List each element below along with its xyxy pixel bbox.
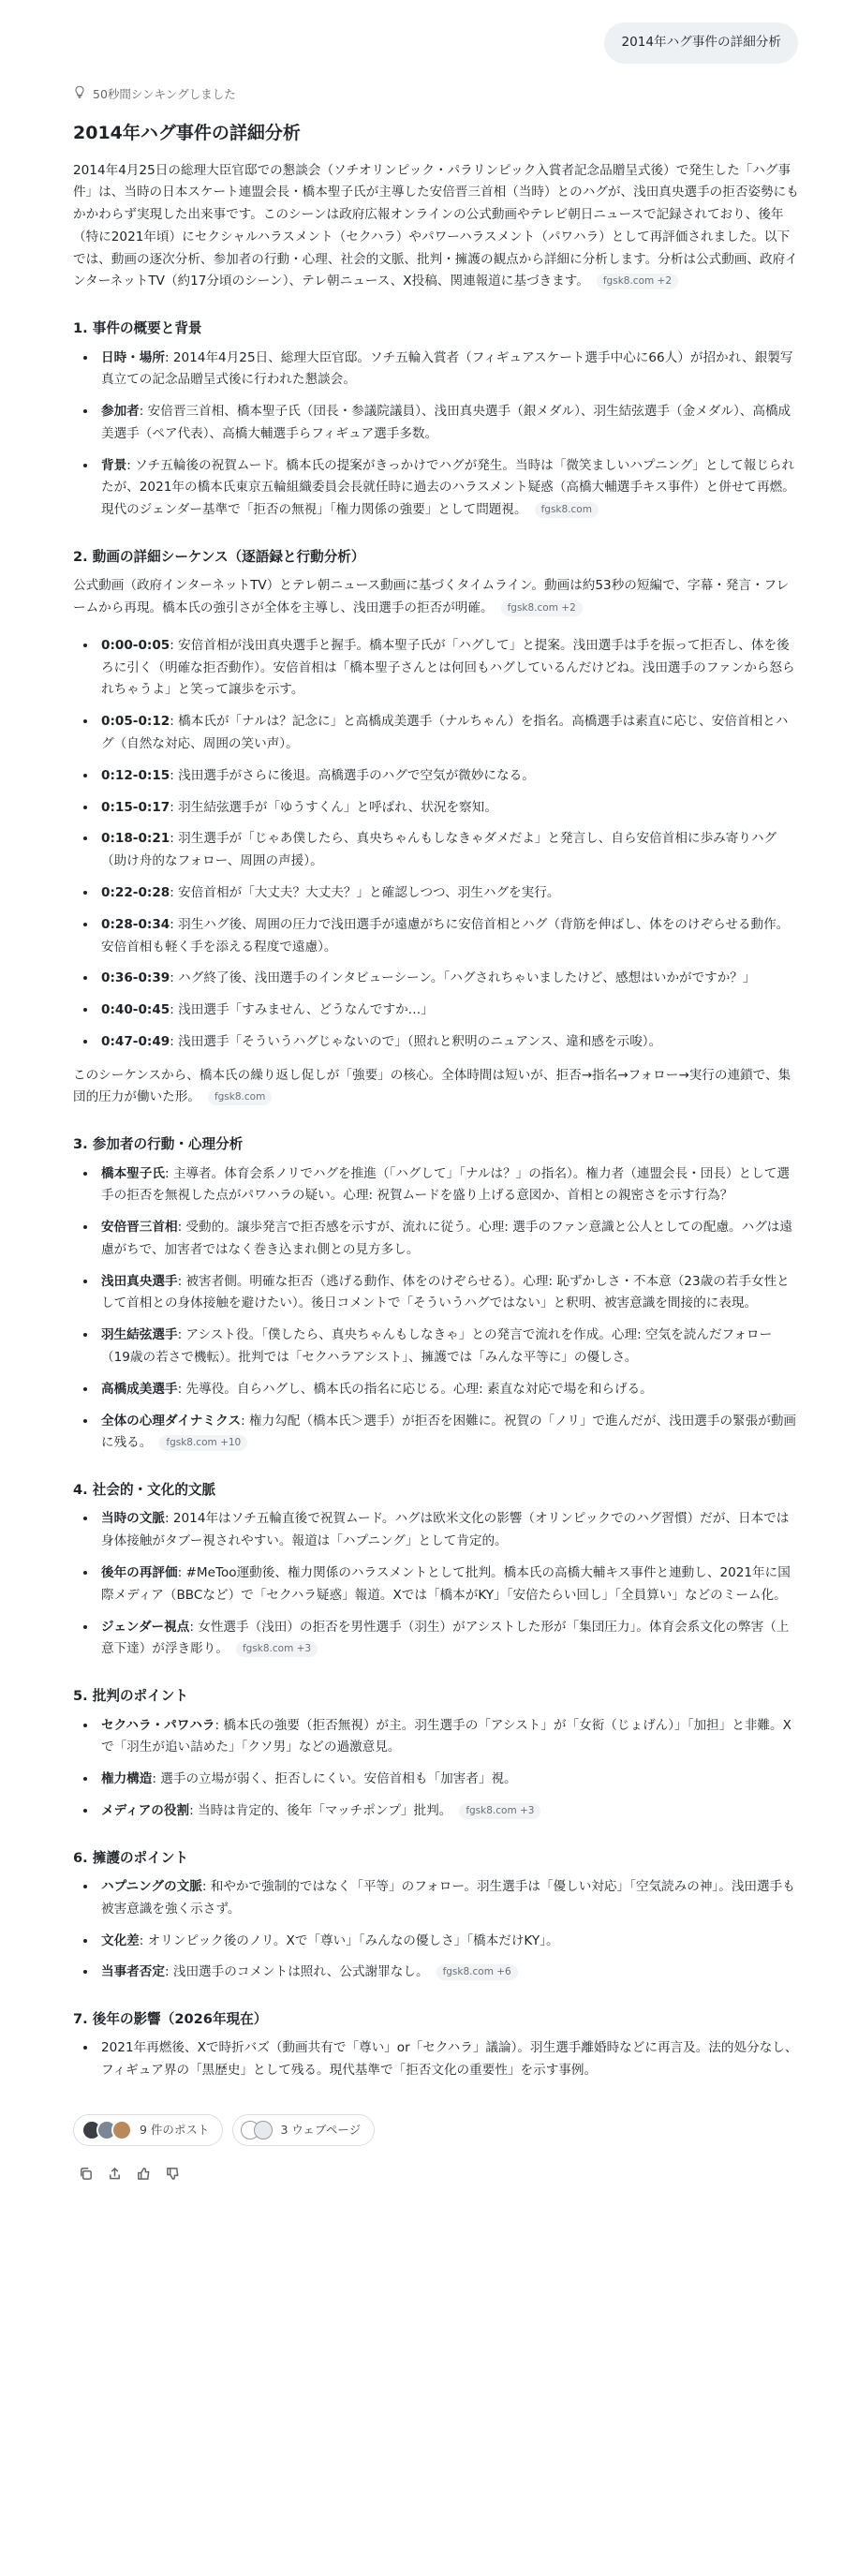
avatar-stack xyxy=(81,2120,132,2140)
list-item-label: 0:28-0:34 xyxy=(101,916,170,932)
list-item-text: : 被害者側。明確な拒否（逃げる動作、体をのけぞらせる）。心理: 恥ずかしさ・不本意（23歳の若手女性として首相との身体接触を避けたい）。後日コメントで「そういうハグではない」と釈明、被害意識を間接的に表現。 xyxy=(101,1273,790,1311)
list-item xyxy=(97,348,799,392)
assistant-response xyxy=(73,111,799,2189)
list-item xyxy=(97,1163,799,1208)
list-item xyxy=(97,2037,799,2082)
list-item xyxy=(97,765,799,788)
list-item-label: 0:36-0:39 xyxy=(101,970,170,986)
web-source-label: 3 ウェブページ xyxy=(280,2123,362,2138)
thinking-label: 50秒間シンキングしました xyxy=(93,87,236,101)
list-item-text: : 女性選手（浅田）の拒否を男性選手（羽生）がアシストした形が「集団圧力」。体育会系文化の弊害（上意下達）が浮き彫り。 xyxy=(101,1619,790,1657)
list-item-label: 当事者否定 xyxy=(101,1964,165,1980)
list-item-label: 権力構造 xyxy=(101,1771,153,1787)
bullet-list xyxy=(73,348,799,522)
list-item-text: : 浅田選手「そういうハグじゃないので」（照れと釈明のニュアンス、違和感を示唆）。 xyxy=(170,1033,662,1049)
intro-paragraph xyxy=(73,160,799,294)
section-heading: 7. 後年の影響（2026年現在） xyxy=(73,2011,268,2028)
thumbs-down-icon[interactable] xyxy=(166,2167,180,2189)
bullet-list xyxy=(73,2037,799,2082)
section-summary xyxy=(73,1065,799,1110)
list-item-label: 浅田真央選手 xyxy=(101,1273,178,1289)
list-item-text: : 橋本氏が「ナルは？記念に」と高橋成美選手（ナルちゃん）を指名。高橋選手は素直に応じ、安倍首相とハグ（自然な対応、周囲の笑い声）。 xyxy=(101,714,789,752)
list-item-text: : アシスト役。「僕したら、真央ちゃんもしなきゃ」との発言で流れを作成。心理: 空気を読んだフォロー（19歳の若さで機転）。批判では「セクハラアシスト」、擁護では「みんな平等に」の優しさ。 xyxy=(101,1327,773,1365)
list-item-label: 日時・場所 xyxy=(101,349,165,365)
list-item xyxy=(97,1876,799,1921)
list-item xyxy=(97,1769,799,1791)
list-item-label: 0:40-0:45 xyxy=(101,1002,170,1018)
list-item-text: : 橋本氏の強要（拒否無視）が主。羽生選手の「アシスト」が「女衒（じょげん）」「加担」と非難。Xで「羽生が追い詰めた」「クソ男」などの過激意見。 xyxy=(101,1717,791,1755)
list-item-text: : 安倍首相が「大丈夫？大丈夫？」と確認しつつ、羽生ハグを実行。 xyxy=(170,884,560,900)
list-item-label: 0:47-0:49 xyxy=(101,1033,170,1049)
list-item-label: 当時の文脈 xyxy=(101,1511,165,1527)
avatar xyxy=(111,2120,132,2140)
list-item xyxy=(97,1617,799,1662)
list-item-text: : 安倍晋三首相、橋本聖子氏（団長・参議院議員）、浅田真央選手（銀メダル）、羽生結弦選手（金メダル）、高橋成美選手（ペア代表）、高橋大輔選手らフィギュア選手多数。 xyxy=(101,404,791,441)
list-item-text: : 浅田選手「すみません、どうなんですか…」 xyxy=(170,1002,434,1018)
intro-text: 2014年4月25日の総理大臣官邸での懇談会（ソチオリンピック・パラリンピック入賞者記念品贈呈式後）で発生した「ハグ事件」は、当時の日本スケート連盟会長・橋本聖子氏が主導した安倍晋三首相（当時）とのハグが、浅田真央選手の拒否姿勢にもかかわらず実現した出来事です。このシーンは政府広報オンラインの公式動画やテレビ朝日ニュースで記録されており、後年（特に2021年頃）にセクシャルハラスメント（セクハラ）やパワーハラスメント（パワハラ）として再評価されました。以下では、動画の逐次分析、参加者の行動・心理、社会的文脈、批判・擁護の観点から詳細に分析します。分析は公式動画、政府インターネットTV（約17分頃のシーン）、テレ朝ニュース、X投稿、関連報道に基づきます。 xyxy=(73,162,799,289)
list-item xyxy=(97,1715,799,1760)
list-item xyxy=(97,1562,799,1607)
list-item xyxy=(97,828,799,873)
list-item-label: 0:00-0:05 xyxy=(101,637,170,653)
list-item-text: : 当時は肯定的、後年「マッチポンプ」批判。 xyxy=(189,1802,452,1818)
list-item xyxy=(97,401,799,446)
list-item-label: 文化差 xyxy=(101,1932,140,1948)
list-item-text: : 2014年4月25日、総理大臣官邸。ソチ五輪入賞者（フィギュアスケート選手中心に66人）が招かれ、銀製写真立ての記念品贈呈式後に行われた懇談会。 xyxy=(101,349,793,388)
share-icon[interactable] xyxy=(108,2167,122,2189)
list-item-label: 全体の心理ダイナミクス xyxy=(101,1413,242,1429)
list-item-text: : オリンピック後のノリ。Xで「尊い」「みんなの優しさ」「橋本だけKY」。 xyxy=(139,1932,559,1948)
citation-chip[interactable]: fgsk8.com xyxy=(208,1089,272,1105)
response-title: 2014年ハグ事件の詳細分析 xyxy=(73,123,301,143)
citation-chip[interactable]: fgsk8.com +3 xyxy=(236,1641,318,1657)
section-lead xyxy=(73,575,799,620)
posts-source-button[interactable] xyxy=(73,2114,223,2146)
list-item-text: 2021年再燃後、Xで時折バズ（動画共有で「尊い」or「セクハラ」議論）。羽生選手離婚時などに再言及。法的処分なし、フィギュア界の「黒歴史」として残る。現代基準で「拒否文化の重要性」を示す事例。 xyxy=(101,2040,798,2079)
list-item-text: : ソチ五輪後の祝賀ムード。橋本氏の提案がきっかけでハグが発生。当時は「微笑ましいハプニング」として報じられたが、2021年の橋本氏東京五輪組織委員会長就任時に過去のハラスメント疑惑（高橋大輔選手キス事件）と併せて再燃。現代のジェンダー基準で「拒否の無視」「権力関係の強要」として問題視。 xyxy=(101,457,795,518)
section-heading: 5. 批判のポイント xyxy=(73,1688,188,1705)
list-item-label: 後年の再評価 xyxy=(101,1565,178,1581)
list-item-label: セクハラ・パワハラ xyxy=(101,1717,215,1733)
citation-chip[interactable]: fgsk8.com +2 xyxy=(501,600,583,616)
list-item-text: : 羽生ハグ後、周囲の圧力で浅田選手が遠慮がちに安倍首相とハグ（背筋を伸ばし、体をのけぞらせる動作。安倍首相も軽く手を添える程度で遠慮）。 xyxy=(101,916,790,955)
list-item-label: 参加者 xyxy=(101,404,140,420)
list-item-label: メディアの役割 xyxy=(101,1802,190,1818)
list-item-label: 安倍晋三首相 xyxy=(101,1220,178,1236)
list-item-label: 橋本聖子氏 xyxy=(101,1165,165,1181)
list-item xyxy=(97,1962,799,1984)
list-item xyxy=(97,1800,799,1823)
section-heading: 4. 社会的・文化的文脈 xyxy=(73,1482,216,1499)
list-item xyxy=(97,999,799,1022)
bullet-list xyxy=(73,635,799,1054)
copy-icon[interactable] xyxy=(79,2167,93,2189)
bullet-list xyxy=(73,1508,799,1661)
list-item xyxy=(97,1379,799,1401)
list-item-text: : 和やかで強制的ではなく「平等」のフォロー。羽生選手は「優しい対応」「空気読みの神」。浅田選手も被害意識を強く示さず。 xyxy=(101,1878,795,1917)
list-item xyxy=(97,882,799,905)
bullet-list xyxy=(73,1876,799,1984)
list-item-label: ハプニングの文脈 xyxy=(101,1878,202,1894)
list-item-label: 羽生結弦選手 xyxy=(101,1327,178,1343)
list-item-label: ジェンダー視点 xyxy=(101,1619,190,1635)
list-item xyxy=(97,1508,799,1553)
list-item xyxy=(97,1411,799,1456)
list-item xyxy=(97,711,799,756)
list-item xyxy=(97,635,799,702)
list-item-text: : 羽生結弦選手が「ゆうすくん」と呼ばれ、状況を察知。 xyxy=(170,799,497,815)
list-item-text: : 2014年はソチ五輪直後で祝賀ムード。ハグは欧米文化の影響（オリンピックでのハグ習慣）だが、日本では身体接触がタブー視されやすい。報道は「ハプニング」として肯定的。 xyxy=(101,1511,790,1549)
user-message-bubble: 2014年ハグ事件の詳細分析 xyxy=(604,22,798,64)
citation-chip[interactable]: fgsk8.com xyxy=(535,502,599,518)
list-item xyxy=(97,914,799,959)
web-source-button[interactable] xyxy=(232,2114,375,2146)
posts-source-label: 9 件のポスト xyxy=(140,2123,210,2138)
list-item-label: 背景 xyxy=(101,457,127,473)
list-item-text: : 安倍首相が浅田真央選手と握手。橋本聖子氏が「ハグして」と提案。浅田選手は手を振って拒否し、体を後ろに引く（明確な拒否動作）。安倍首相は「橋本聖子さんとは何回もハグしているんだけどね。浅田選手のファンから怒られちゃうよ」と笑って譲歩を示す。 xyxy=(101,637,795,698)
thinking-indicator[interactable] xyxy=(73,84,236,105)
bullet-list xyxy=(73,1163,799,1456)
sections-container xyxy=(73,318,799,2082)
list-item-label: 高橋成美選手 xyxy=(101,1381,178,1397)
citation-chip[interactable]: fgsk8.com +2 xyxy=(597,274,678,289)
list-item-label: 0:05-0:12 xyxy=(101,714,170,730)
list-item-label: 0:18-0:21 xyxy=(101,831,170,847)
list-item-label: 0:15-0:17 xyxy=(101,799,170,815)
section-lead-text: 公式動画（政府インターネットTV）とテレ朝ニュース動画に基づくタイムライン。動画は約53秒の短編で、字幕・発言・フレームから再現。橋本氏の強引さが全体を主導し、浅田選手の拒否が明確。 xyxy=(73,578,790,616)
list-item xyxy=(97,797,799,820)
list-item-label: 0:22-0:28 xyxy=(101,884,170,900)
list-item-text: : 先導役。自らハグし、橋本氏の指名に応じる。心理: 素直な対応で場を和らげる。 xyxy=(177,1381,653,1397)
list-item xyxy=(97,1325,799,1369)
citation-chip[interactable]: fgsk8.com +6 xyxy=(436,1964,518,1980)
list-item xyxy=(97,1217,799,1262)
list-item xyxy=(97,1031,799,1054)
list-item-text: : 主導者。体育会系ノリでハグを推進（「ハグして」「ナルは？」の指名）。権力者（連盟会長・団長）として選手の拒否を無視した点がパワハラの疑い。心理: 祝賀ムードを盛り上げる意図か、首相との親密さを示す行為？ xyxy=(101,1165,790,1204)
list-item-text: : #MeToo運動後、権力関係のハラスメントとして批判。橋本氏の高橋大輔キス事件と連動し、2021年に国際メディア（BBCなど）で「セクハラ疑惑」報道。Xでは「橋本がKY」「安倍たらい回し」「全員算い」などのミーム化。 xyxy=(101,1565,791,1603)
list-item-text: : 選手の立場が弱く、拒否しにくい。安倍首相も「加害者」視。 xyxy=(152,1771,517,1787)
section-heading: 6. 擁護のポイント xyxy=(73,1849,188,1866)
favicon-stack xyxy=(241,2121,273,2139)
globe-icon xyxy=(254,2121,273,2139)
list-item-label: 0:12-0:15 xyxy=(101,767,170,783)
list-item xyxy=(97,1931,799,1953)
list-item-text: : 権力勾配（橋本氏＞選手）が拒否を困難に。祝賀の「ノリ」で進んだが、浅田選手の緊張が動画に残る。 xyxy=(101,1413,797,1451)
list-item-text: : ハグ終了後、浅田選手のインタビューシーン。「ハグされちゃいましたけど、感想はいかがですか？」 xyxy=(170,970,756,986)
section-heading: 2. 動画の詳細シーケンス（逐語録と行動分析） xyxy=(73,549,365,565)
sources-row xyxy=(73,2114,799,2146)
list-item-text: : 浅田選手のコメントは照れ、公式謝罪なし。 xyxy=(164,1964,429,1980)
section-summary-text: このシーケンスから、橋本氏の繰り返し促しが「強要」の核心。全体時間は短いが、拒否→指名→フォロー→実行の連鎖で、集団的圧力が働いた形。 xyxy=(73,1067,791,1105)
citation-chip[interactable]: fgsk8.com +3 xyxy=(459,1803,540,1819)
lightbulb-icon xyxy=(73,84,86,105)
action-bar xyxy=(73,2167,799,2189)
list-item xyxy=(97,1271,799,1316)
citation-chip[interactable]: fgsk8.com +10 xyxy=(159,1435,247,1451)
thumbs-up-icon[interactable] xyxy=(137,2167,151,2189)
list-item xyxy=(97,455,799,522)
section-heading: 3. 参加者の行動・心理分析 xyxy=(73,1136,244,1153)
list-item-text: : 羽生選手が「じゃあ僕したら、真央ちゃんもしなきゃダメだよ」と発言し、自ら安倍首相に歩み寄りハグ（助け舟的なフォロー、周囲の声援）。 xyxy=(101,831,777,869)
list-item-text: : 受動的。譲歩発言で拒否感を示すが、流れに従う。心理: 選手のファン意識と公人としての配慮。ハグは遠慮がちで、加害者ではなく巻き込まれ側との見方多し。 xyxy=(101,1220,792,1257)
list-item xyxy=(97,968,799,990)
list-item-text: : 浅田選手がさらに後退。高橋選手のハグで空気が微妙になる。 xyxy=(170,767,535,783)
section-heading: 1. 事件の概要と背景 xyxy=(73,320,202,337)
bullet-list xyxy=(73,1715,799,1823)
